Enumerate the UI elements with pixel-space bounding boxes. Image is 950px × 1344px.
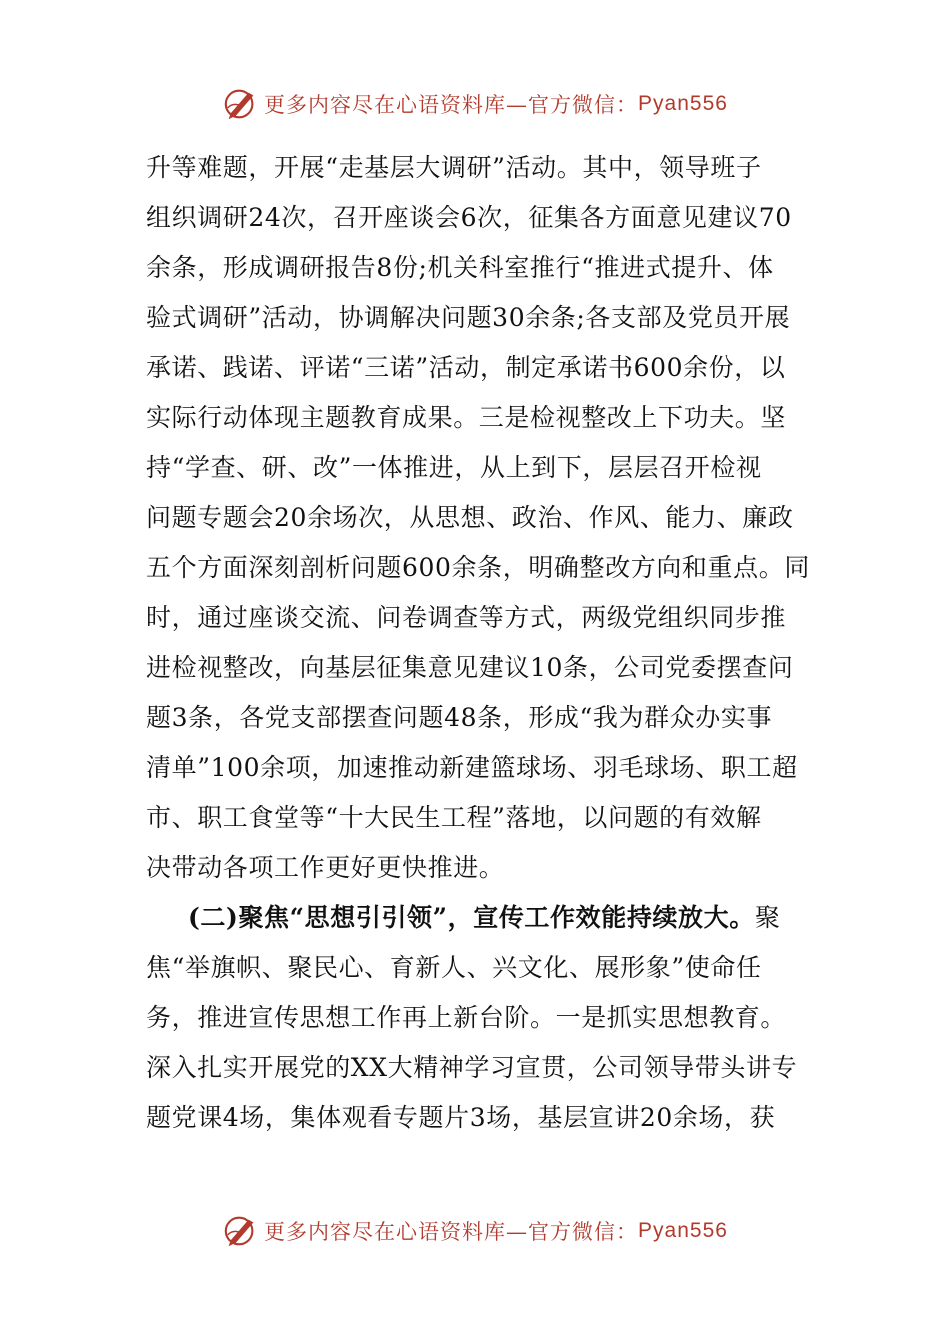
paragraph-line: 务，推进宣传思想工作再上新台阶。一是抓实思想教育。 — [146, 1003, 787, 1032]
paragraph-line: 验式调研”活动，协调解决问题30余条;各支部及党员开展 — [146, 303, 791, 332]
section-heading: (二)聚焦“思想引引领”，宣传工作效能持续放大。 — [188, 903, 755, 932]
paragraph-line: 市、职工食堂等“十大民生工程”落地，以问题的有效解 — [146, 803, 762, 832]
paragraph-line: 决带动各项工作更好更快推进。 — [146, 853, 505, 882]
paragraph-line: 题3条，各党支部摆查问题48条，形成“我为群众办实事 — [146, 703, 773, 732]
header-watermark-banner — [0, 84, 950, 124]
footer-watermark-banner — [0, 1211, 950, 1251]
document-body — [146, 143, 826, 1143]
pen-circle-logo-icon — [222, 1212, 260, 1250]
paragraph-line: 进检视整改，向基层征集意见建议10条，公司党委摆查问 — [146, 653, 794, 682]
paragraph-line: 升等难题，开展“走基层大调研”活动。其中，领导班子 — [146, 153, 762, 182]
paragraph-line: 持“学查、研、改”一体推进，从上到下，层层召开检视 — [146, 453, 762, 482]
paragraph-line: 题党课4场，集体观看专题片3场，基层宣讲20余场，获 — [146, 1103, 776, 1132]
watermark-wechat-id: Pyan556 — [638, 92, 728, 115]
paragraph-line: 深入扎实开展党的XX大精神学习宣贯，公司领导带头讲专 — [146, 1053, 798, 1082]
paragraph-line: 问题专题会20余场次，从思想、政治、作风、能力、廉政 — [146, 503, 794, 532]
paragraph-line: 焦“举旗帜、聚民心、育新人、兴文化、展形象”使命任 — [146, 953, 762, 982]
paragraph-line: 时，通过座谈交流、问卷调查等方式，两级党组织同步推 — [146, 603, 787, 632]
paragraph-line: 组织调研24次，召开座谈会6次，征集各方面意见建议70 — [146, 203, 792, 232]
paragraph-line: 余条，形成调研报告8份;机关科室推行“推进式提升、体 — [146, 253, 774, 282]
paragraph-line: 五个方面深刻剖析问题600余条，明确整改方向和重点。同 — [146, 553, 810, 582]
section-heading-line — [146, 893, 826, 943]
paragraph-line: 承诺、践诺、评诺“三诺”活动，制定承诺书600余份，以 — [146, 353, 786, 382]
paragraph-line: 清单”100余项，加速推动新建篮球场、羽毛球场、职工超 — [146, 753, 798, 782]
heading-continuation: 聚 — [754, 903, 781, 932]
paragraph-line: 实际行动体现主题教育成果。三是检视整改上下功夫。坚 — [146, 403, 787, 432]
watermark-wechat-id: Pyan556 — [638, 1219, 728, 1242]
pen-circle-logo-icon — [222, 85, 260, 123]
watermark-text: 更多内容尽在心语资料库—官方微信： — [264, 1220, 639, 1244]
watermark-text: 更多内容尽在心语资料库—官方微信： — [264, 93, 639, 117]
